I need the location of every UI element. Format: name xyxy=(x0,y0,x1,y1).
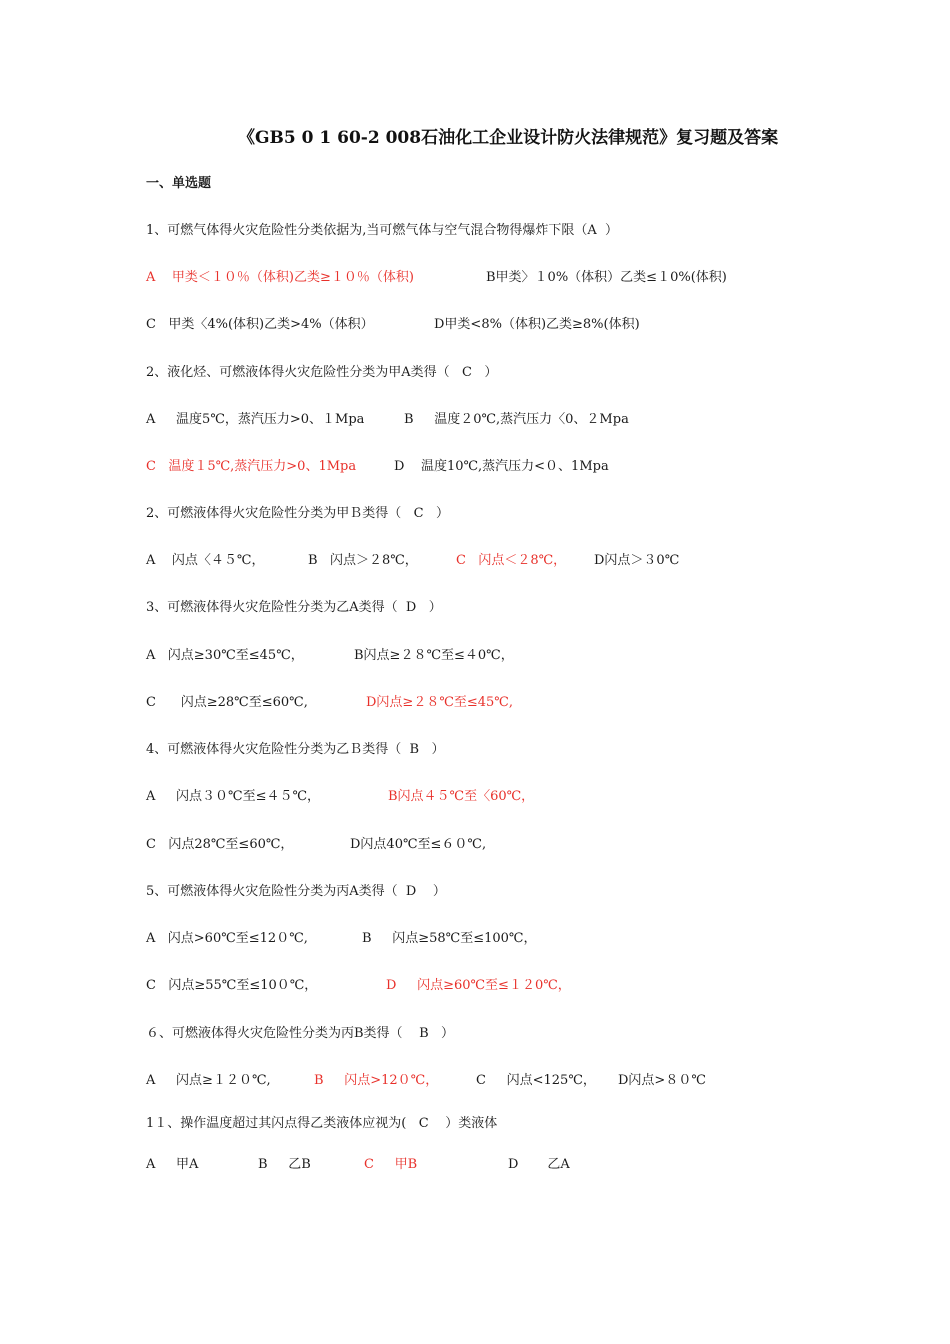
option-a: A 甲A xyxy=(146,1157,199,1172)
question-3: 2、可燃液体得火灾危险性分类为甲Ｂ类得（ C ） xyxy=(146,506,450,521)
question-7: ６、可燃液体得火灾危险性分类为丙B类得（ B ） xyxy=(146,1026,455,1041)
option-c: C 闪点≥55℃至≤10０℃， xyxy=(146,978,318,993)
option-c: C 闪点＜２8℃， xyxy=(456,553,567,568)
option-d: D闪点≥２８℃至≤45℃, xyxy=(366,695,513,710)
option-a: A 闪点≥30℃至≤45℃， xyxy=(146,648,304,663)
option-b: B 温度２0℃,蒸汽压力〈0、２Mpa xyxy=(404,412,629,427)
option-c: C 闪点28℃至≤60℃， xyxy=(146,837,294,852)
option-a: A 闪点≥１２０℃, xyxy=(146,1073,271,1088)
question-5: 4、可燃液体得火灾危险性分类为乙Ｂ类得（ B ） xyxy=(146,742,445,757)
option-d: D甲类<8%（体积)乙类≥8%(体积) xyxy=(434,317,640,332)
option-c: C 甲类〈4%(体积)乙类>4%（体积） xyxy=(146,317,374,332)
option-c: C 温度１5℃,蒸汽压力>0、1Mpa xyxy=(146,459,357,474)
option-b: B 乙B xyxy=(258,1157,311,1172)
section-heading: 一、单选题 xyxy=(146,176,212,191)
question-8: 1１、操作温度超过其闪点得乙类液体应视为( C ）类液体 xyxy=(146,1116,498,1131)
option-d: D 闪点≥60℃至≤１２0℃， xyxy=(386,978,571,993)
option-c: C 闪点≥28℃至≤60℃, xyxy=(146,695,308,710)
question-1: 1、可燃气体得火灾危险性分类依据为,当可燃气体与空气混合物得爆炸下限（A ） xyxy=(146,223,619,238)
option-b: B 闪点≥58℃至≤100℃， xyxy=(362,931,537,946)
option-a: A 闪点３０℃至≤４５℃， xyxy=(146,789,321,804)
question-6: 5、可燃液体得火灾危险性分类为丙A类得（ D ） xyxy=(146,884,446,899)
option-d: D闪点>８０℃ xyxy=(618,1073,706,1088)
document-title: 《GB5 0 1 60-2 008石油化工企业设计防火法律规范》复习题及答案 xyxy=(238,128,779,148)
option-b: B闪点４５℃至〈60℃， xyxy=(388,789,535,804)
option-a: A 温度5℃，蒸汽压力>0、１Mpa xyxy=(146,412,365,427)
option-d: D 温度10℃,蒸汽压力<０、1Mpa xyxy=(394,459,609,474)
option-a: A 闪点〈４５℃， xyxy=(146,553,265,568)
option-b: B 闪点>12０℃， xyxy=(314,1073,439,1088)
option-b: B甲类〉１0%（体积）乙类≤１0%(体积) xyxy=(486,270,727,285)
option-c: C 甲B xyxy=(364,1157,418,1172)
question-4: 3、可燃液体得火灾危险性分类为乙A类得（ D ） xyxy=(146,600,442,615)
option-d: D 乙A xyxy=(508,1157,570,1172)
option-c: C 闪点<125℃， xyxy=(476,1073,596,1088)
option-d: D闪点40℃至≤６０℃, xyxy=(350,837,487,852)
question-2: 2、液化烃、可燃液体得火灾危险性分类为甲A类得（ C ） xyxy=(146,365,498,380)
option-a: A 闪点>60℃至≤12０℃, xyxy=(146,931,308,946)
option-a: A 甲类＜１０％（体积)乙类≥１０％（体积) xyxy=(146,270,414,285)
option-b: B闪点≥２８℃至≤４0℃， xyxy=(354,648,514,663)
option-d: D闪点＞３0℃ xyxy=(594,553,680,568)
option-b: B 闪点＞２8℃， xyxy=(308,553,418,568)
